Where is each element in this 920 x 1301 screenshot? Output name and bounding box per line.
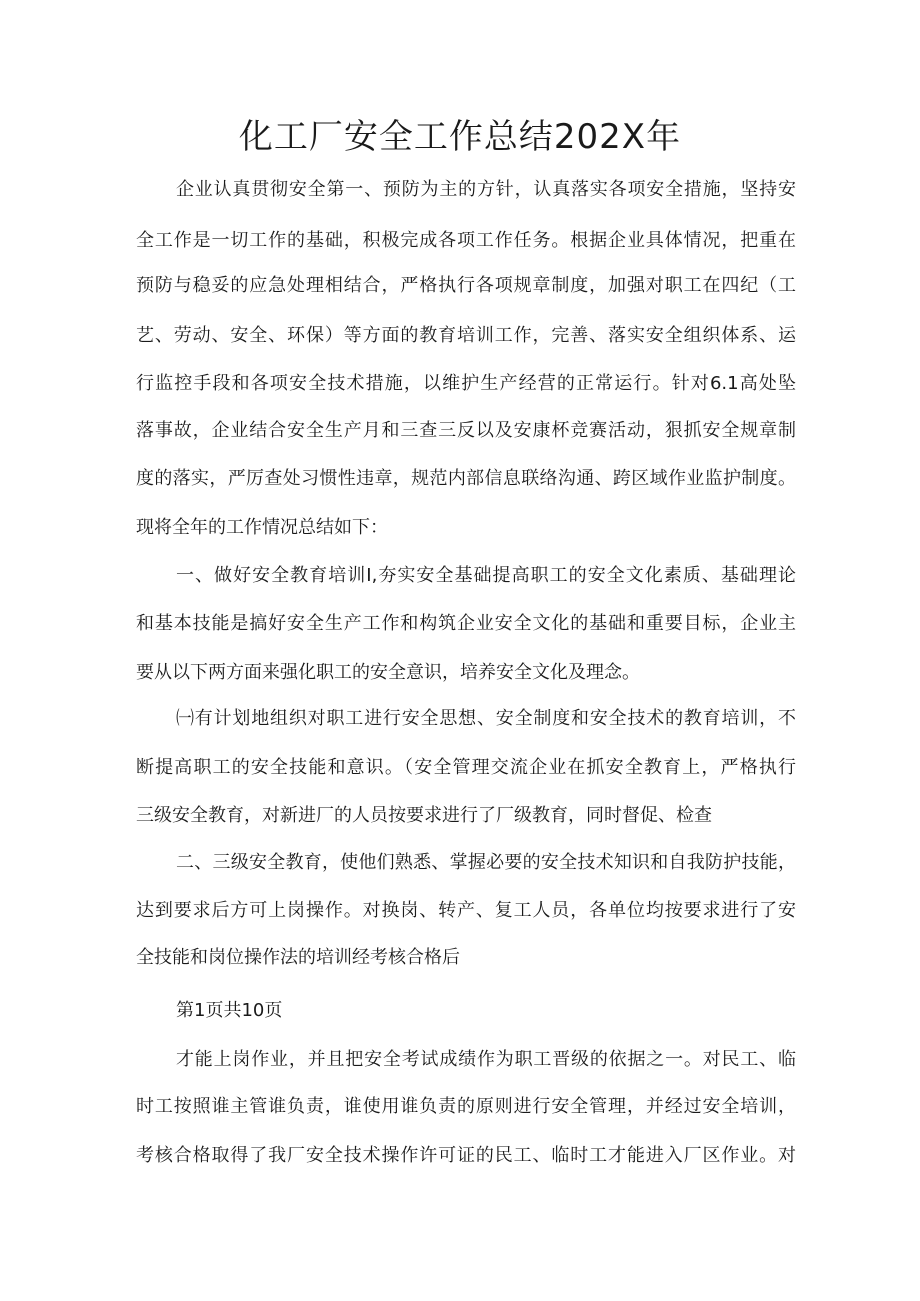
paragraph-line: 达到要求后方可上岗操作。对换岗、转产、复工人员，各单位均按要求进行了安: [136, 900, 796, 921]
paragraph-line: 和基本技能是搞好安全生产工作和构筑企业安全文化的基础和重要目标，企业主: [136, 613, 796, 634]
document-title: 化工厂安全工作总结202X年: [238, 117, 682, 157]
paragraph-line: 全技能和岗位操作法的培训经考核合格后: [136, 947, 460, 968]
paragraph-line: 全工作是一切工作的基础，积极完成各项工作任务。根据企业具体情况，把重在: [136, 230, 796, 251]
paragraph-line: 行监控手段和各项安全技术措施，以维护生产经营的正常运行。针对6.1高处坠: [136, 373, 796, 394]
paragraph-line: 落事故，企业结合安全生产月和三查三反以及安康杯竞赛活动，狠抓安全规章制: [136, 420, 796, 441]
paragraph-line: 企业认真贯彻安全第一、预防为主的方针，认真落实各项安全措施，坚持安: [176, 179, 796, 200]
paragraph-line: 考核合格取得了我厂安全技术操作许可证的民工、临时工才能进入厂区作业。对: [136, 1145, 796, 1166]
paragraph-line: 时工按照谁主管谁负责，谁使用谁负责的原则进行安全管理，并经过安全培训，: [136, 1096, 796, 1117]
paragraph-line: 现将全年的工作情况总结如下：: [136, 517, 388, 538]
page-footer: 第1页共10页: [176, 1000, 283, 1021]
paragraph-line: 断提高职工的安全技能和意识。（安全管理交流企业在抓安全教育上，严格执行: [136, 757, 796, 778]
paragraph-line: 度的落实，严厉查处习惯性违章，规范内部信息联络沟通、跨区域作业监护制度。: [136, 468, 796, 489]
paragraph-line: 一、做好安全教育培训I,夯实安全基础提高职工的安全文化素质、基础理论: [176, 565, 796, 586]
paragraph-line: 要从以下两方面来强化职工的安全意识，培养安全文化及理念。: [136, 662, 640, 683]
paragraph-line: 艺、劳动、安全、环保）等方面的教育培训工作，完善、落实安全组织体系、运: [136, 325, 796, 346]
paragraph-line: 三级安全教育，对新进厂的人员按要求进行了厂级教育，同时督促、检查: [136, 805, 712, 826]
paragraph-line: 预防与稳妥的应急处理相结合，严格执行各项规章制度，加强对职工在四纪（工: [136, 275, 796, 296]
paragraph-line: ㈠有计划地组织对职工进行安全思想、安全制度和安全技术的教育培训，不: [176, 708, 796, 729]
paragraph-line: 二、三级安全教育，使他们熟悉、掌握必要的安全技术知识和自我防护技能，: [176, 852, 796, 873]
paragraph-line: 才能上岗作业，并且把安全考试成绩作为职工晋级的依据之一。对民工、临: [176, 1049, 796, 1070]
